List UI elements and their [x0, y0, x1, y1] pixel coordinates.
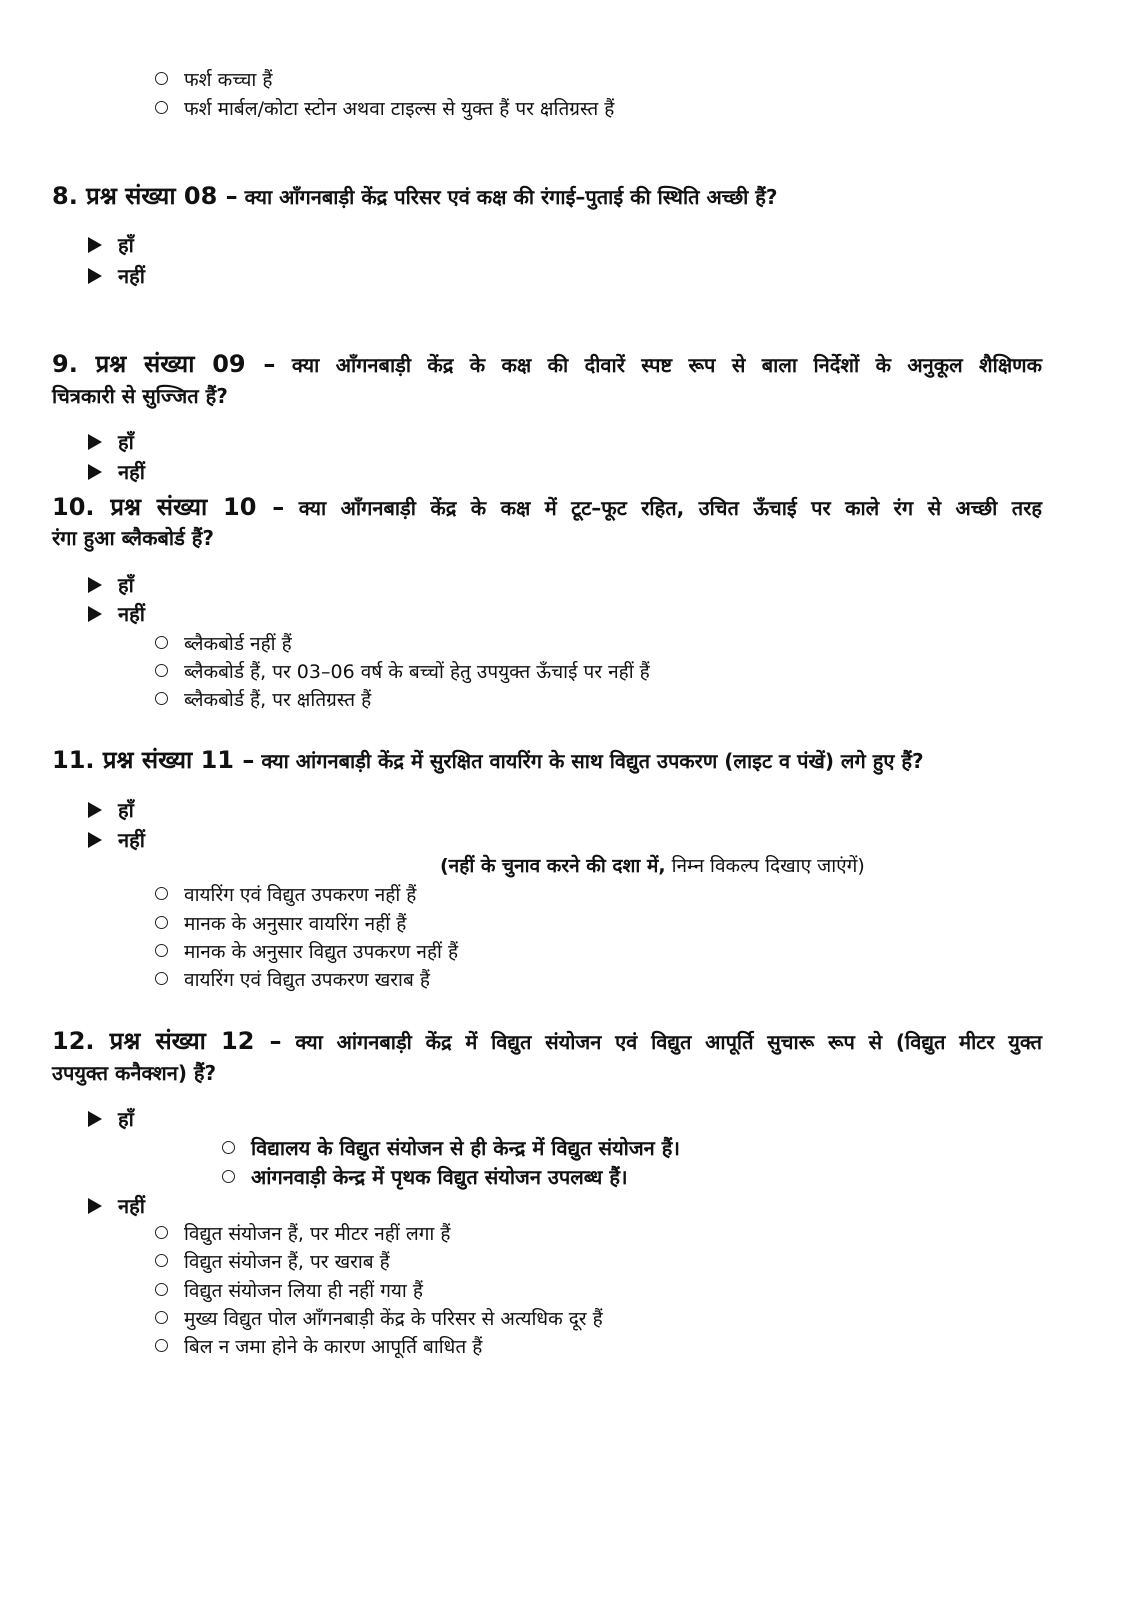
- circle-bullet-icon: [155, 916, 168, 929]
- option-no[interactable]: नहीं: [88, 826, 145, 854]
- circle-bullet-icon: [155, 1311, 168, 1324]
- question-9-cont: चित्रकारी से सुज्जित हैं?: [52, 384, 228, 408]
- sub-option[interactable]: ब्लैकबोर्ड नहीं हैं: [155, 630, 292, 658]
- option-no[interactable]: नहीं: [88, 600, 145, 628]
- circle-bullet-icon: [222, 1141, 235, 1154]
- arrow-bullet-icon: [88, 577, 102, 593]
- sub-option[interactable]: विद्युत संयोजन हैं, पर मीटर नहीं लगा हैं: [155, 1220, 450, 1248]
- circle-bullet-icon: [222, 1170, 235, 1183]
- option-yes[interactable]: हाँ: [88, 231, 134, 259]
- option-yes[interactable]: हाँ: [88, 1105, 134, 1133]
- circle-bullet-icon: [155, 1283, 168, 1296]
- sub-option[interactable]: मानक के अनुसार विद्युत उपकरण नहीं हैं: [155, 938, 458, 966]
- circle-bullet-icon: [155, 692, 168, 705]
- circle-bullet-icon: [155, 944, 168, 957]
- circle-bullet-icon: [155, 972, 168, 985]
- option-no[interactable]: नहीं: [88, 262, 145, 290]
- circle-bullet-icon: [155, 1339, 168, 1352]
- circle-bullet-icon: [155, 72, 168, 85]
- sub-option[interactable]: बिल न जमा होने के कारण आपूर्ति बाधित हैं: [155, 1333, 482, 1361]
- option-yes[interactable]: हाँ: [88, 428, 134, 456]
- circle-bullet-icon: [155, 636, 168, 649]
- sub-option[interactable]: ब्लैकबोर्ड हैं, पर क्षतिग्रस्त हैं: [155, 686, 371, 714]
- question-10-cont: रंगा हुआ ब्लैकबोर्ड हैं?: [52, 526, 214, 550]
- arrow-bullet-icon: [88, 832, 102, 848]
- yes-sub-option[interactable]: आंगनवाड़ी केन्द्र में पृथक विद्युत संयोजन उपलब्ध हैं।: [222, 1163, 628, 1191]
- sub-option[interactable]: विद्युत संयोजन हैं, पर खराब हैं: [155, 1248, 390, 1276]
- circle-bullet-icon: [155, 1254, 168, 1267]
- question-12-cont: उपयुक्त कनैक्शन) हैं?: [52, 1061, 217, 1085]
- arrow-bullet-icon: [88, 237, 102, 253]
- question-11: 11. प्रश्न संख्या 11 – क्या आंगनबाड़ी केंद्र में सुरक्षित वायरिंग के साथ विद्युत उपकरण (लाइट व पंखें) लगे हुए हैं?: [52, 746, 924, 774]
- circle-bullet-icon: [155, 1226, 168, 1239]
- arrow-bullet-icon: [88, 464, 102, 480]
- instruction-note: (नहीं के चुनाव करने की दशा में, निम्न विकल्प दिखाए जाएंगें): [440, 855, 865, 877]
- option-no[interactable]: नहीं: [88, 458, 145, 486]
- circle-bullet-icon: [155, 887, 168, 900]
- sub-option[interactable]: ब्लैकबोर्ड हैं, पर 03–06 वर्ष के बच्चों हेतु उपयुक्त ऊँचाई पर नहीं हैं: [155, 658, 650, 686]
- option-item[interactable]: फर्श मार्बल/कोटा स्टोन अथवा टाइल्स से युक्त हैं पर क्षतिग्रस्त हैं: [155, 95, 614, 123]
- question-9: 9. प्रश्न संख्या 09 – क्या आँगनबाड़ी केंद्र के कक्ष की दीवारें स्पष्ट रूप से बाला निर्देशों के अनुकूल शैक्षिणक: [52, 350, 1042, 378]
- yes-sub-option[interactable]: विद्यालय के विद्युत संयोजन से ही केन्द्र में विद्युत संयोजन हैं।: [222, 1134, 680, 1162]
- arrow-bullet-icon: [88, 606, 102, 622]
- option-item[interactable]: फर्श कच्चा हैं: [155, 66, 272, 94]
- question-8: 8. प्रश्न संख्या 08 – क्या आँगनबाड़ी केंद्र परिसर एवं कक्ष की रंगाई–पुताई की स्थिति अच्छी हैं?: [52, 182, 778, 210]
- sub-option[interactable]: मुख्य विद्युत पोल आँगनबाड़ी केंद्र के परिसर से अत्यधिक दूर हैं: [155, 1305, 603, 1333]
- arrow-bullet-icon: [88, 1198, 102, 1214]
- option-no[interactable]: नहीं: [88, 1192, 145, 1220]
- arrow-bullet-icon: [88, 268, 102, 284]
- arrow-bullet-icon: [88, 434, 102, 450]
- question-12: 12. प्रश्न संख्या 12 – क्या आंगनबाड़ी केंद्र में विद्युत संयोजन एवं विद्युत आपूर्ति सुचारू रूप से (विद्युत मीटर युक्त: [52, 1027, 1042, 1055]
- arrow-bullet-icon: [88, 1111, 102, 1127]
- sub-option[interactable]: वायरिंग एवं विद्युत उपकरण खराब हैं: [155, 966, 430, 994]
- sub-option[interactable]: मानक के अनुसार वायरिंग नहीं हैं: [155, 910, 406, 938]
- sub-option[interactable]: विद्युत संयोजन लिया ही नहीं गया हैं: [155, 1277, 423, 1305]
- arrow-bullet-icon: [88, 802, 102, 818]
- option-yes[interactable]: हाँ: [88, 796, 134, 824]
- circle-bullet-icon: [155, 101, 168, 114]
- question-10: 10. प्रश्न संख्या 10 – क्या आँगनबाड़ी केंद्र के कक्ष में टूट–फूट रहित, उचित ऊँचाई पर काले रंग से अच्छी तरह: [52, 493, 1043, 521]
- option-yes[interactable]: हाँ: [88, 571, 134, 599]
- sub-option[interactable]: वायरिंग एवं विद्युत उपकरण नहीं हैं: [155, 881, 416, 909]
- circle-bullet-icon: [155, 664, 168, 677]
